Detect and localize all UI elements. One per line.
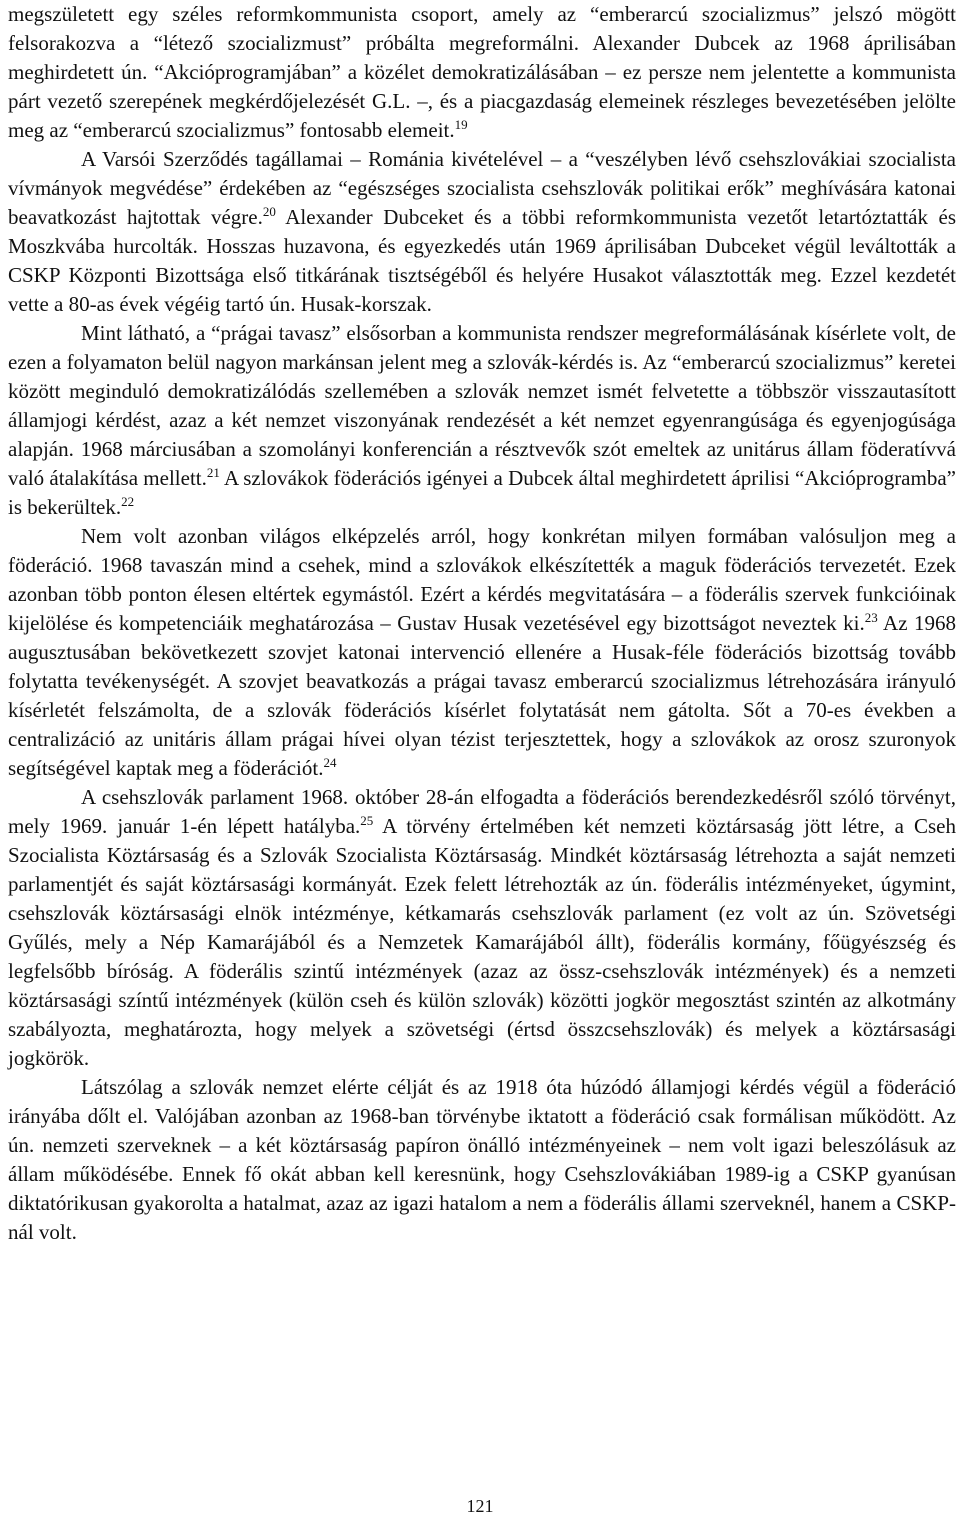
footnote-ref-19[interactable]: 19: [454, 117, 468, 132]
paragraph-3-text-b: A szlovákok föderációs igényei a Dubcek által meghirdetett áprilisi “Akcióprogramba” is bekerültek.: [8, 466, 956, 519]
paragraph-4-text-b: Az 1968 augusztusában bekövetkezett szovjet katonai intervenció ellenére a Husak-féle föderációs bizottság tovább folytatta tevékenységét. A szovjet beavatkozás a prágai tavasz emberarcú szocializmus létrehozására irányuló kísérletét felszámolta, de a szlovák föderációs kísérlet folytatását nem gátolta. Sőt a 70-es években a centralizáció az unitáris állam prágai hívei olyan tézist terjesztettek, hogy a szlovákok az orosz szuronyok segítségével kaptak meg a föderációt.: [8, 611, 956, 780]
paragraph-6: [8, 1073, 956, 1247]
footnote-ref-21[interactable]: 21: [206, 465, 220, 480]
footnote-ref-25[interactable]: 25: [360, 813, 374, 828]
paragraph-2-text-a: A Varsói Szerződés tagállamai – Románia kivételével – a “veszélyben lévő csehszlovákiai szocialista vívmányok megvédése” érdekében az “egészséges szocialista csehszlovák politikai erők” meghívására katonai beavatkozást hajtottak végre.: [8, 147, 956, 229]
paragraph-4-text-a: Nem volt azonban világos elképzelés arról, hogy konkrétan milyen formában valósuljon meg a föderáció. 1968 tavaszán mind a csehek, mind a szlovákok elkészítették a maguk föderációs tervezetét. Ezek azonban több ponton élesen eltértek egymástól. Ezért a kérdés megvitatására – a föderális szervek funkcióinak kijelölése és kompetenciáik meghatározása – Gustav Husak vezetésével egy bizottságot neveztek ki.: [8, 524, 956, 635]
paragraph-2: [8, 145, 956, 319]
paragraph-1-text: megszületett egy széles reformkommunista csoport, amely az “emberarcú szocializmus” jelszó mögött felsorakozva a “létező szocializmust” próbálta megreformálni. Alexander Dubcek az 1968 áprilisában meghirdetett ún. “Akcióprogramjában” a közélet demokratizálásában – ez persze nem jelentette a kommunista párt vezető szerepének megkérdőjelezését G.L. –, és a piacgazdaság elemeinek részleges bevezetésében jelölte meg az “emberarcú szocializmus” fontosabb elemeit.: [8, 2, 956, 142]
paragraph-5-text-a: A csehszlovák parlament 1968. október 28-án elfogadta a föderációs berendezkedésről szóló törvényt, mely 1969. január 1-én lépett hatályba.: [8, 785, 956, 838]
paragraph-2-text-b: Alexander Dubceket és a többi reformkommunista vezetőt letartóztatták és Moszkvába hurcolták. Hosszas huzavona, és egyezkedés után 1969 áprilisában Dubceket végül leváltották a CSKP Központi Bizottsága első titkárának tisztségéből és helyére Husakot választották meg. Ezzel kezdetét vette a 80-as évek végéig tartó ún. Husak-korszak.: [8, 205, 957, 316]
paragraph-3-text-a: Mint látható, a “prágai tavasz” elsősorban a kommunista rendszer megreformálásának kísérlete volt, de ezen a folyamaton belül nagyon markánsan jelent meg a szlovák-kérdés is. Az “emberarcú szocializmus” keretei között meginduló demokratizálódás szellemében a szlovák nemzet ismét felvetette a többször visszautasított államjogi kérdést, azaz a két nemzet viszonyának rendezését a két nemzet egyenrangúsága és egyenjogúsága alapján. 1968 márciusában a szomolányi konferencián a résztvevők szót emeltek az unitárus állam föderatívvá való átalakítása mellett.: [8, 321, 956, 490]
page-number: 121: [466, 1496, 494, 1516]
paragraph-6-text: Látszólag a szlovák nemzet elérte célját és az 1918 óta húzódó államjogi kérdés végül a föderáció irányába dőlt el. Valójában azonban az 1968-ban törvénybe iktatott a föderáció csak formálisan működött. Az ún. nemzeti szerveknek – a két köztársaság papíron önálló intézményeinek – nem volt igazi beleszólásuk az állam működésébe. Ennek fő okát abban kell keresnünk, hogy Csehszlovákiában 1989-ig a CSKP gyanúsan diktatórikusan gyakorolta a hatalmat, azaz az igazi hatalom a nem a föderális állami szerveknél, hanem a CSKP-nál volt.: [8, 1075, 956, 1244]
footnote-ref-20[interactable]: 20: [262, 204, 276, 219]
paragraph-5: [8, 783, 956, 1073]
paragraph-3: [8, 319, 956, 522]
paragraph-1: [8, 0, 956, 145]
footnote-ref-22[interactable]: 22: [121, 494, 135, 509]
footnote-ref-23[interactable]: 23: [864, 610, 878, 625]
document-body: [8, 0, 956, 1247]
footnote-ref-24[interactable]: 24: [323, 755, 337, 770]
paragraph-4: [8, 522, 956, 783]
paragraph-5-text-b: A törvény értelmében két nemzeti köztársaság jött létre, a Cseh Szocialista Köztársaság és a Szlovák Szocialista Köztársaság. Mindkét köztársaság létrehozta a saját nemzeti parlamentjét és saját köztársasági kormányát. Ezek felett létrehozták az ún. föderális intézményeket, úgymint, csehszlovák köztársasági elnök intézménye, kétkamarás csehszlovák parlament (ez volt az ún. Szövetségi Gyűlés, mely a Nép Kamarájából és a Nemzetek Kamarájából állt), föderális kormány, főügyészség és legfelsőbb bíróság. A föderális szintű intézmények (azaz az össz-csehszlovák intézmények) és a nemzeti köztársasági színtű intézmények (külön cseh és külön szlovák) közötti jogkör megosztást szintén az alkotmány szabályozta, meghatározta, hogy melyek a szövetségi (értsd összcsehszlovák) és melyek a köztársasági jogkörök.: [8, 814, 956, 1070]
